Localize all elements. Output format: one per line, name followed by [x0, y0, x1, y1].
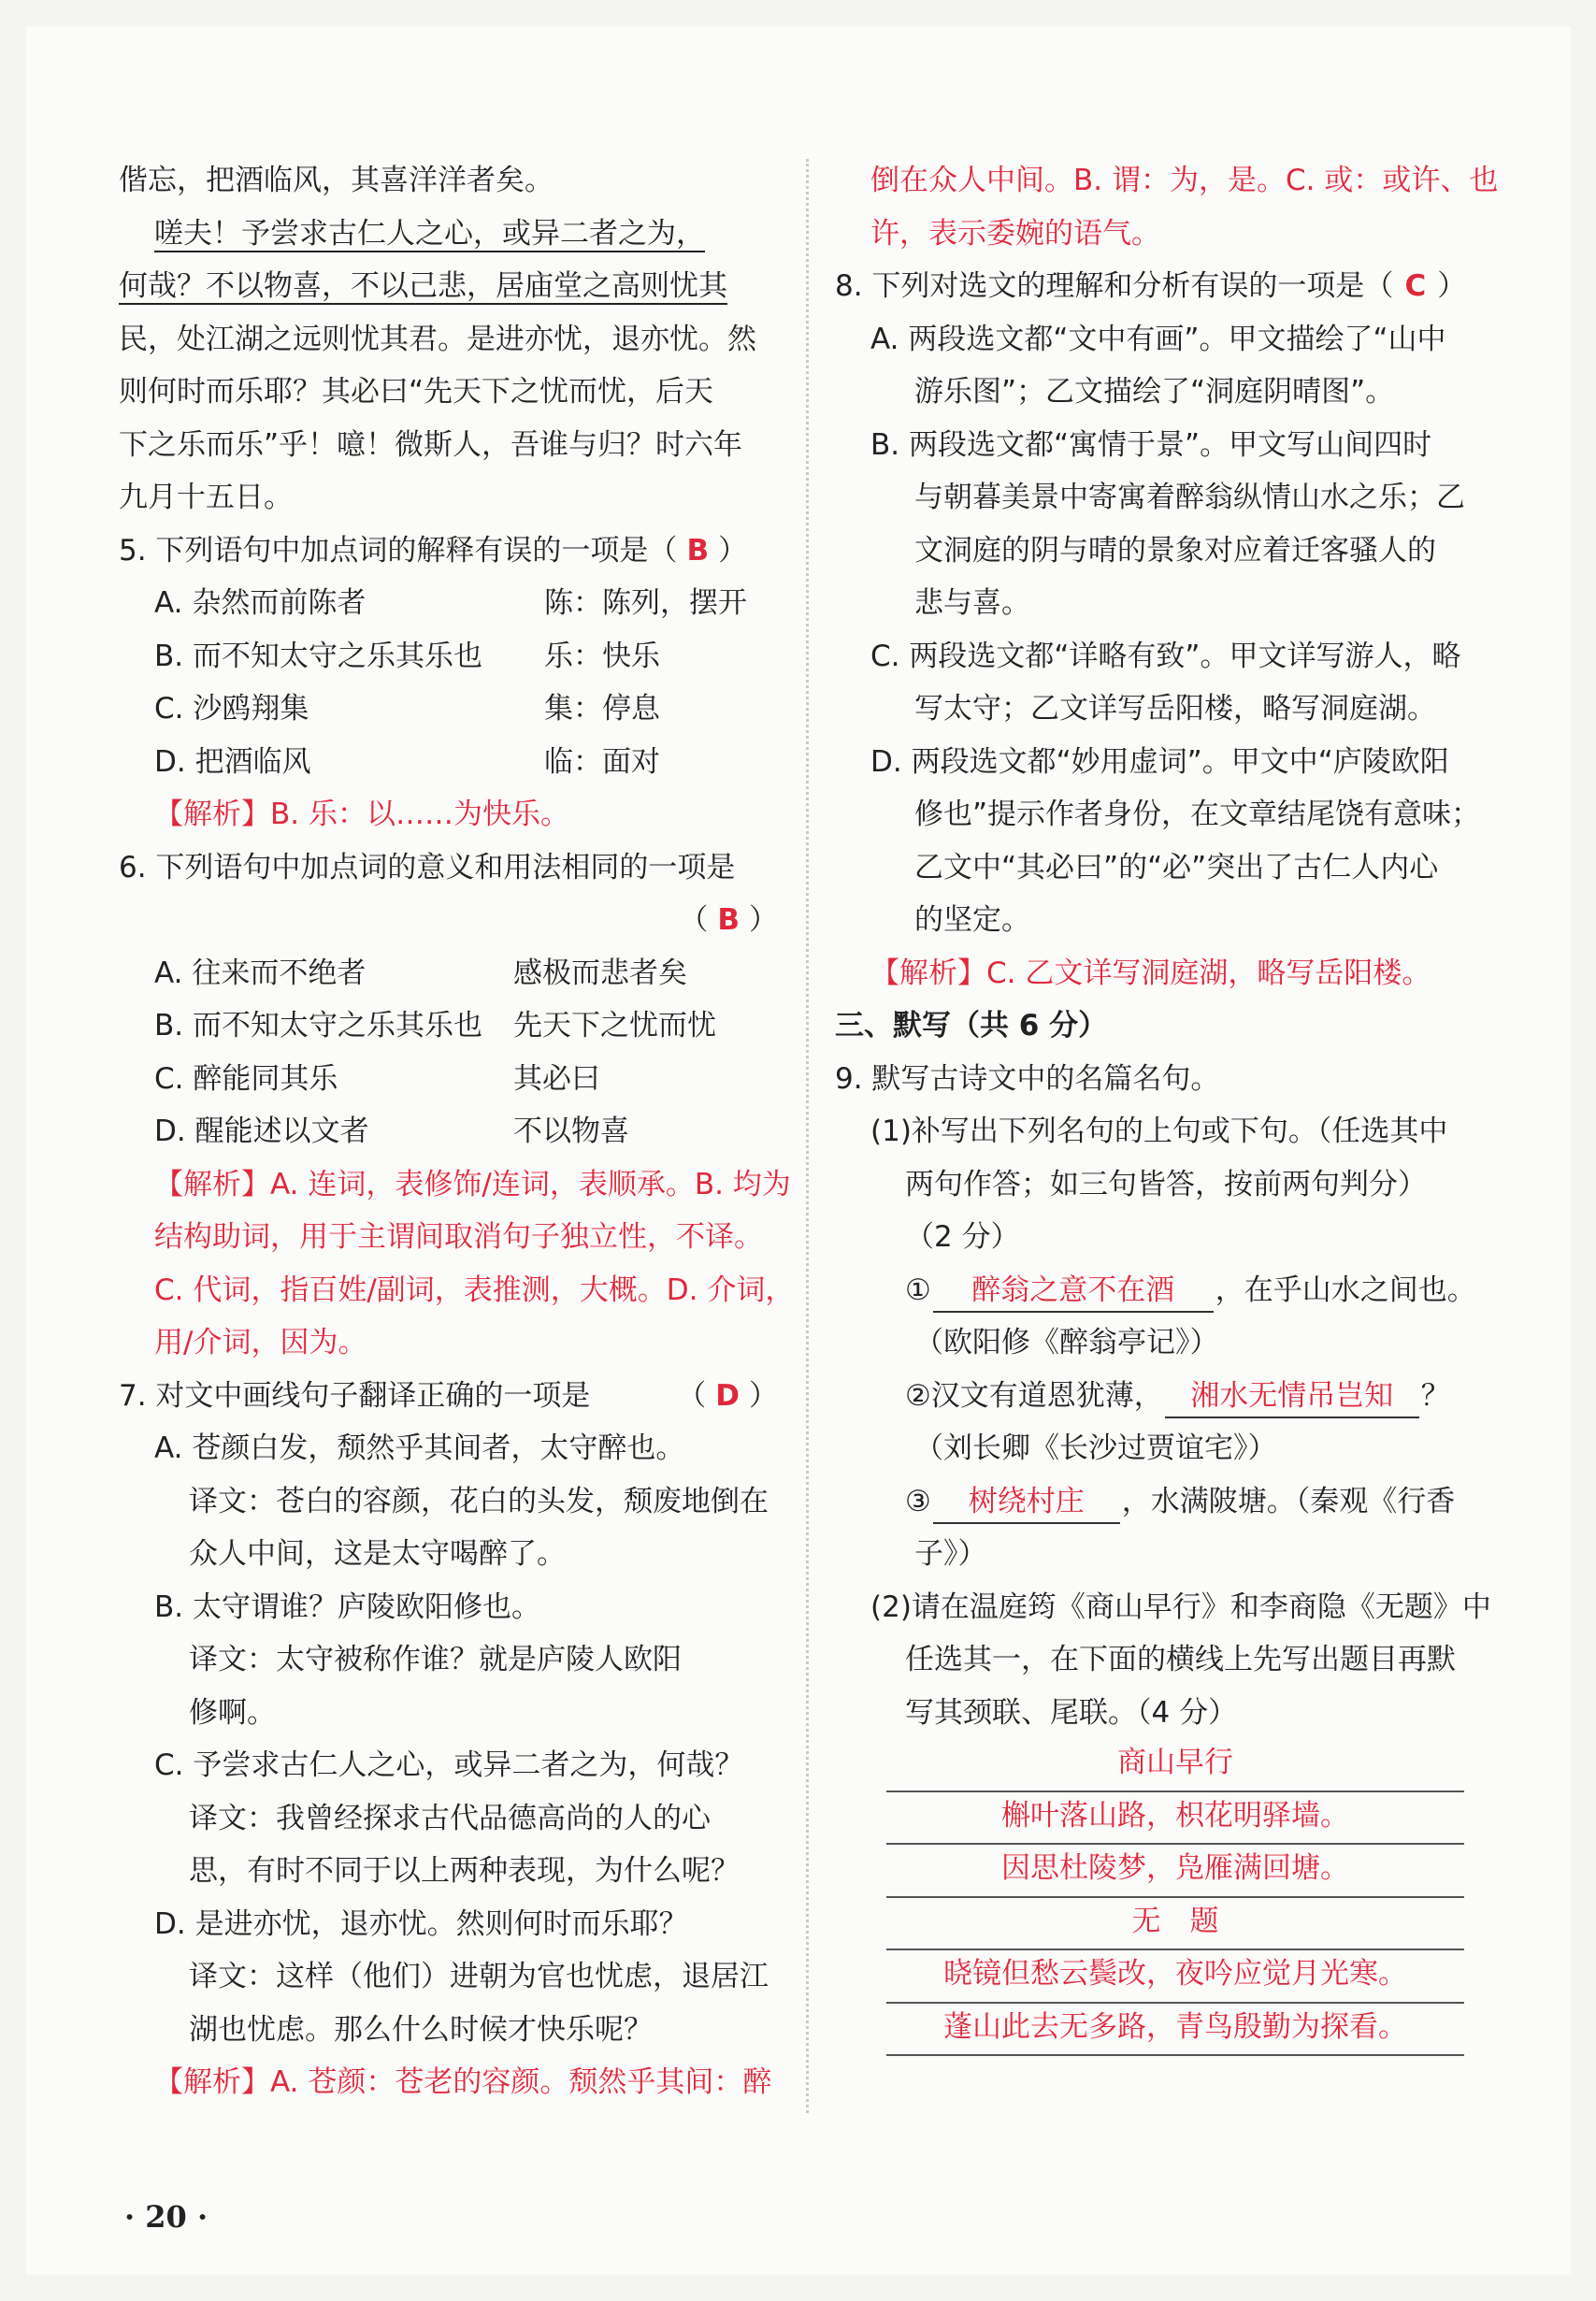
translation-line: 译文：太守被称作谁？就是庐陵人欧阳 [189, 1643, 682, 1676]
translation-line: 译文：这样（他们）进朝为官也忧虑，退居江 [189, 1960, 769, 1993]
option-a: A. 往来而不绝者 [154, 956, 367, 990]
fill-item-3 [835, 1475, 1501, 1529]
answer-mark: B [686, 533, 710, 568]
option-row [119, 736, 778, 789]
fill-item-1 [835, 1264, 1501, 1317]
item-number: ① [905, 1273, 931, 1307]
item-text: ？ [1420, 1378, 1450, 1413]
paren-close: ） [718, 533, 748, 568]
answer-writing-line: 商山早行 [886, 1739, 1464, 1792]
analysis-line: C. 代词，指百姓/副词，表推测，大概。D. 介词， [154, 1273, 795, 1307]
analysis [119, 1158, 791, 1212]
paren-close: ） [749, 903, 778, 937]
question-5-stem [119, 525, 778, 578]
passage-line: 下之乐而乐”乎！噫！微斯人，吾谁与归？时六年 [119, 427, 743, 462]
underlined-sentence: 何哉？不以物喜，不以己悲，居庙堂之高则忧其 [119, 269, 727, 303]
answer-writing-line: 槲叶落山路，枳花明驿墙。 [886, 1792, 1464, 1846]
question-text: 5. 下列语句中加点词的解释有误的一项是（ [119, 533, 678, 568]
analysis-line: 倒在众人中间。B. 谓：为，是。C. 或：或许、也 [870, 164, 1499, 197]
translation-line: 修啊。 [189, 1695, 276, 1730]
option-b: 其必曰 [513, 1061, 600, 1096]
question-7-stem [119, 1370, 778, 1423]
analysis-tag: 【解析】 [154, 798, 270, 831]
answer-paren [679, 894, 778, 947]
option-a: C. 沙鸥翔集 [154, 692, 309, 726]
analysis [835, 947, 1501, 1000]
answer-mark: C [1404, 269, 1427, 303]
passage-line [119, 260, 778, 313]
translation-line: 众人中间，这是太守喝醉了。 [189, 1537, 566, 1571]
analysis-line: 结构助词，用于主谓间取消句子独立性，不译。 [154, 1220, 763, 1254]
option-row [119, 1105, 778, 1158]
paren-open: （ [679, 903, 709, 937]
option-b: 感极而悲者矣 [513, 956, 687, 990]
page-number: · 20 · [124, 2199, 208, 2235]
analysis-tag: 【解析】 [154, 2065, 270, 2099]
fill-answer: 树绕村庄 [933, 1481, 1120, 1524]
fill-answer: 醉翁之意不在酒 [933, 1270, 1214, 1313]
instruction-line: （2 分） [905, 1220, 1020, 1254]
option-line: C. 两段选文都“详略有致”。甲文详写游人，略 [870, 639, 1461, 673]
option-a: A. 杂然而前陈者 [154, 586, 367, 620]
question-text: 7. 对文中画线句子翻译正确的一项是 [119, 1378, 591, 1413]
option-line: B. 太守谓谁？庐陵欧阳修也。 [154, 1589, 540, 1624]
option-line: C. 予尝求古仁人之心，或异二者之为，何哉？ [154, 1748, 744, 1782]
option-line: 游乐图”；乙文描绘了“洞庭阴晴图”。 [914, 375, 1395, 409]
item-text: ，在乎山水之间也。 [1215, 1273, 1476, 1307]
answer-mark: D [715, 1378, 740, 1413]
translation-line: 湖也忧虑。那么什么时候才快乐呢？ [189, 2012, 653, 2047]
answer-writing-line: 无 题 [886, 1898, 1464, 1951]
answer-line [119, 894, 778, 947]
option-a: D. 醒能述以文者 [154, 1115, 369, 1148]
translation-line: 思，有时不同于以上两种表现，为什么呢？ [189, 1854, 740, 1888]
passage-line: 九月十五日。 [119, 481, 293, 514]
translation-line: 译文：我曾经探求古代品德高尚的人的心 [189, 1801, 711, 1835]
analysis-text: B. 乐：以……为快乐。 [270, 798, 569, 831]
instruction-line: (1)补写出下列名句的上句或下句。（任选其中 [870, 1115, 1448, 1148]
answer-paren [677, 1370, 778, 1423]
option-line: 悲与喜。 [914, 586, 1030, 620]
translation-line: 译文：苍白的容颜，花白的头发，颓废地倒在 [189, 1484, 769, 1518]
option-row [119, 577, 778, 630]
option-b: 先天下之忧而忧 [513, 1009, 716, 1043]
option-a: D. 把酒临风 [154, 744, 311, 779]
question-9-stem: 9. 默写古诗文中的名篇名句。 [835, 1061, 1220, 1096]
item-text: ，水满陂塘。（秦观《行香 [1121, 1484, 1456, 1518]
option-line: 的坚定。 [914, 903, 1030, 937]
fill-answer: 湘水无情吊岂知 [1165, 1375, 1419, 1418]
question-6-stem: 6. 下列语句中加点词的意义和用法相同的一项是 [119, 850, 736, 884]
option-line: D. 是进亦忧，退亦忧。然则何时而乐耶？ [154, 1906, 688, 1941]
item-number: ③ [905, 1484, 931, 1518]
instruction-line: 写其颈联、尾联。（4 分） [905, 1695, 1238, 1730]
instruction-line: (2)请在温庭筠《商山早行》和李商隐《无题》中 [870, 1589, 1491, 1624]
option-gloss: 集：停息 [544, 692, 660, 726]
question-8-stem [835, 260, 1501, 313]
option-line: 写太守；乙文详写岳阳楼，略写洞庭湖。 [914, 692, 1436, 726]
source-line: （刘长卿《长沙过贾谊宅》） [914, 1431, 1277, 1465]
analysis-text: A. 苍颜：苍老的容颜。颓然乎其间：醉 [270, 2065, 772, 2099]
paren-close: ） [749, 1378, 778, 1413]
option-line: 与朝暮美景中寄寓着醉翁纵情山水之乐；乙 [914, 481, 1465, 514]
option-row [119, 999, 778, 1053]
option-a: B. 而不知太守之乐其乐也 [154, 639, 482, 673]
question-text: 8. 下列对选文的理解和分析有误的一项是（ [835, 269, 1394, 303]
analysis [119, 2056, 778, 2109]
option-line: 文洞庭的阴与晴的景象对应着迁客骚人的 [914, 533, 1436, 568]
answer-writing-line: 晓镜但愁云鬓改，夜吟应觉月光寒。 [886, 1950, 1464, 2004]
passage-line [119, 366, 778, 419]
option-b: 不以物喜 [513, 1115, 629, 1148]
item-text: ②汉文有道恩犹薄， [905, 1378, 1163, 1413]
analysis-text: C. 乙文详写洞庭湖，略写岳阳楼。 [986, 956, 1431, 990]
left-column [119, 154, 795, 2109]
passage-text: 则何时而乐耶？其必曰“先天下之忧而忧，后天 [119, 375, 714, 409]
option-row [119, 947, 778, 1000]
analysis-line: 用/介词，因为。 [154, 1326, 367, 1359]
analysis-tag: 【解析】 [870, 956, 986, 990]
passage-text: 民，处江湖之远则忧其君。是进亦忧，退亦忧。然 [119, 322, 756, 356]
source-line: 子》） [914, 1537, 987, 1571]
instruction-line: 任选其一，在下面的横线上先写出题目再默 [905, 1643, 1456, 1676]
option-line: B. 两段选文都“寓情于景”。甲文写山间四时 [870, 427, 1432, 462]
analysis [119, 788, 778, 841]
passage-line [119, 208, 778, 261]
instruction-line: 两句作答；如三句皆答，按前两句判分） [905, 1167, 1427, 1201]
answer-writing-line: 因思杜陵梦，凫雁满回塘。 [886, 1845, 1464, 1898]
passage-line: 偕忘，把酒临风，其喜洋洋者矣。 [119, 164, 554, 197]
right-column [835, 154, 1501, 2056]
analysis-text: A. 连词，表修饰/连词，表顺承。B. 均为 [270, 1167, 791, 1201]
option-line: 乙文中“其必曰”的“必”突出了古仁人内心 [914, 850, 1439, 884]
option-gloss: 陈：陈列，摆开 [544, 586, 747, 620]
option-row [119, 1053, 778, 1106]
option-line: A. 两段选文都“文中有画”。甲文描绘了“山中 [870, 322, 1446, 356]
paren-open: （ [677, 1378, 707, 1413]
option-line: 修也”提示作者身份，在文章结尾饶有意味； [914, 798, 1481, 831]
source-line: （欧阳修《醉翁亭记》） [914, 1326, 1219, 1359]
paren-close: ） [1437, 269, 1467, 303]
analysis-line: 许，表示委婉的语气。 [870, 216, 1160, 251]
option-gloss: 乐：快乐 [544, 639, 660, 673]
section-heading: 三、默写（共 6 分） [835, 1009, 1108, 1043]
answer-mark: B [717, 903, 740, 937]
column-divider [806, 159, 809, 2113]
option-row [119, 630, 778, 683]
analysis-tag: 【解析】 [154, 1167, 270, 1201]
option-gloss: 临：面对 [544, 744, 660, 779]
option-row [119, 683, 778, 736]
answer-writing-line: 蓬山此去无多路，青鸟殷勤为探看。 [886, 2004, 1464, 2057]
option-line: D. 两段选文都“妙用虚词”。甲文中“庐陵欧阳 [870, 744, 1449, 779]
option-a: C. 醉能同其乐 [154, 1061, 338, 1096]
underlined-sentence: 嗟夫！予尝求古仁人之心，或异二者之为， [154, 216, 705, 251]
option-line: A. 苍颜白发，颓然乎其间者，太守醉也。 [154, 1431, 685, 1465]
fill-item-2 [835, 1370, 1501, 1423]
passage-line [119, 313, 778, 367]
option-a: B. 而不知太守之乐其乐也 [154, 1009, 482, 1043]
